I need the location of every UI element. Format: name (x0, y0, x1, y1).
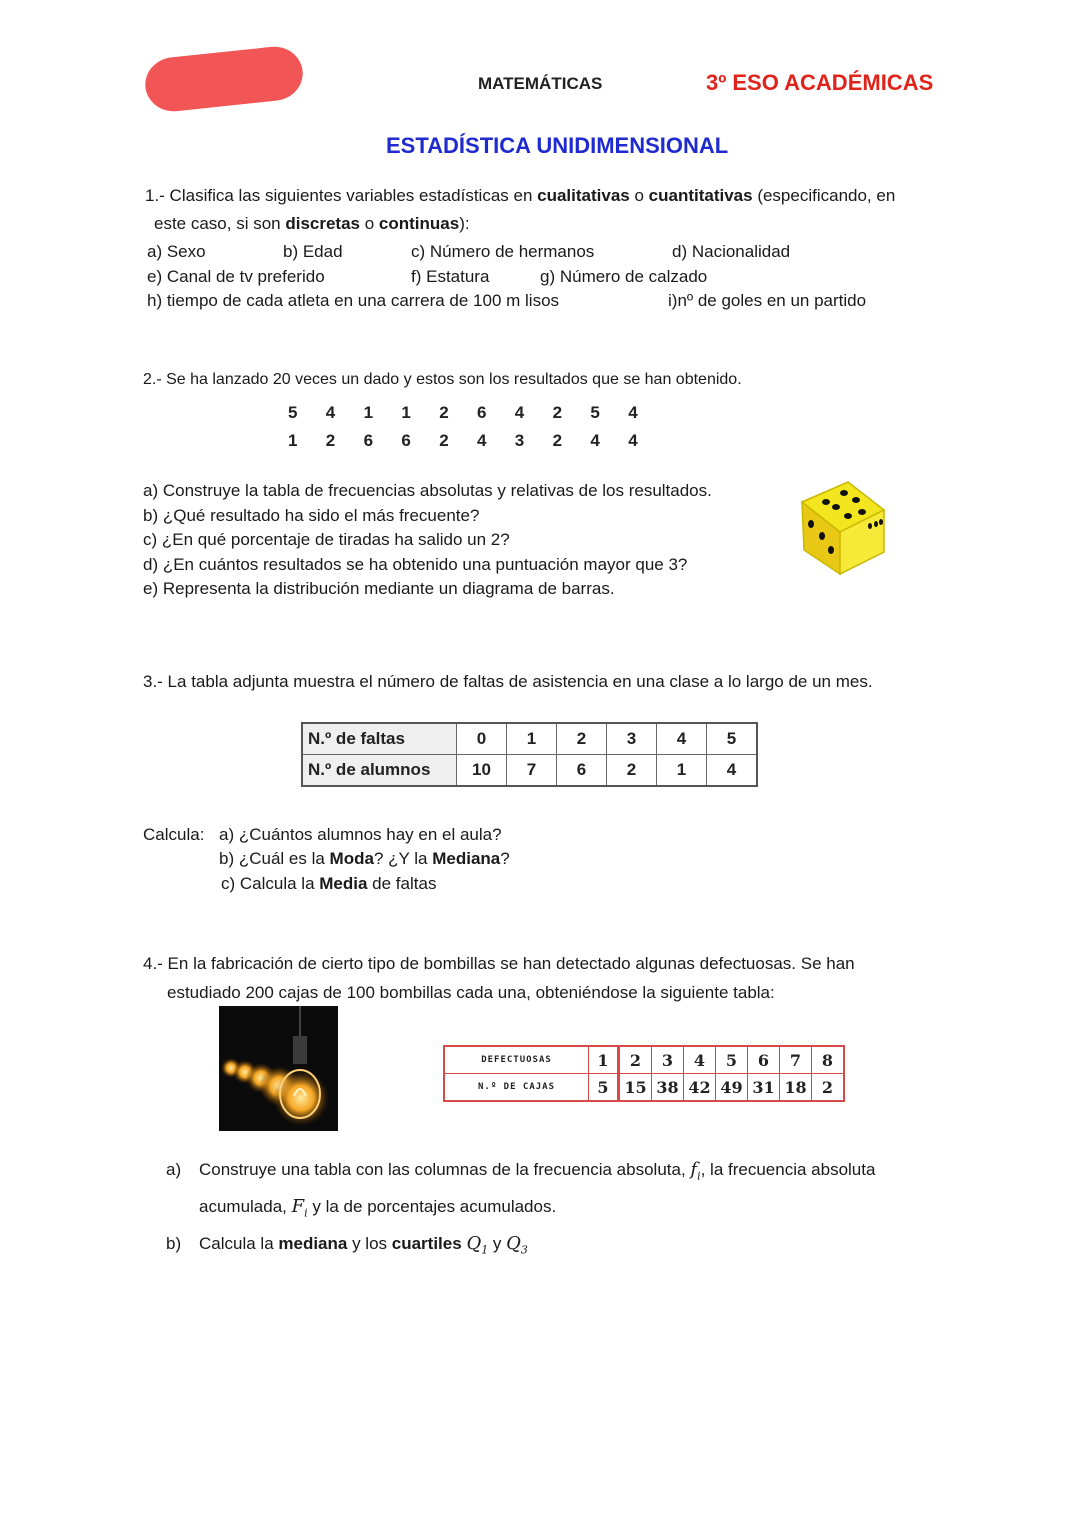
dice-result-value: 4 (628, 403, 638, 422)
dice-result-value: 1 (363, 403, 374, 422)
q4-item-a-label: a) (166, 1160, 182, 1179)
table-cell: 2 (812, 1074, 845, 1102)
table-cell: 7 (780, 1046, 812, 1074)
q4-item-a-line1: Construye una tabla con las columnas de la frecuencia absoluta, $f_i$, la frecuencia absoluta (199, 1159, 876, 1183)
table-cell: 8 (812, 1046, 845, 1074)
dice-result-value: 2 (552, 403, 563, 422)
dice-result-value: 1 (288, 431, 298, 450)
q2-results-grid (288, 403, 658, 453)
q4-item-a-line2: acumulada, $F_i$ y la de porcentajes acumulados. (199, 1196, 557, 1220)
table-cell: 7 (507, 755, 557, 787)
table-cell: 6 (748, 1046, 780, 1074)
table-cell: 2 (619, 1046, 652, 1074)
q1-item-a: a) Sexo (147, 242, 206, 261)
table-header-cell: N.º de faltas (302, 723, 457, 755)
dice-result-value: 4 (325, 403, 336, 422)
q4-item-b: Calcula la mediana y los cuartiles $Q_1$ y $Q_3$ (199, 1233, 528, 1257)
table-cell: 15 (619, 1074, 652, 1102)
defective-bulbs-table (443, 1045, 845, 1102)
q1-item-i: i)nº de goles en un partido (668, 291, 867, 310)
table-cell: 3 (607, 723, 657, 755)
table-cell: 2 (557, 723, 607, 755)
document-title: ESTADÍSTICA UNIDIMENSIONAL (386, 133, 729, 158)
q1-item-h: h) tiempo de cada atleta en una carrera de 100 m lisos (147, 291, 560, 310)
q4-item-b-label: b) (166, 1234, 182, 1253)
table-cell: 0 (457, 723, 507, 755)
q2-item-d: d) ¿En cuántos resultados se ha obtenido una puntuación mayor que 3? (143, 555, 688, 574)
q2-item-a: a) Construye la tabla de frecuencias absolutas y relativas de los resultados. (143, 481, 712, 500)
q1-line1: 1.- Clasifica las siguientes variables estadísticas en cualitativas o cuantitativas (especificando, en (145, 186, 896, 205)
table-cell: 6 (557, 755, 607, 787)
redacted-name-mark (143, 44, 306, 114)
q3-item-b: b) ¿Cuál es la Moda? ¿Y la Mediana? (219, 849, 510, 868)
table-cell: 1 (589, 1046, 619, 1074)
table-cell: 4 (707, 755, 758, 787)
table-header-cell: DEFECTUOSAS (444, 1046, 589, 1074)
table-cell: 10 (457, 755, 507, 787)
table-cell: 3 (652, 1046, 684, 1074)
table-row (444, 1074, 844, 1102)
dice-result-value: 4 (477, 431, 487, 450)
table-cell: 38 (652, 1074, 684, 1102)
absences-table (301, 722, 758, 787)
dice-result-value: 3 (514, 431, 525, 450)
q1-item-c: c) Número de hermanos (411, 242, 595, 261)
dice-result-value: 1 (401, 403, 411, 422)
table-cell: 1 (657, 755, 707, 787)
table-header-cell: N.º DE CAJAS (444, 1074, 589, 1102)
q4-line2: estudiado 200 cajas de 100 bombillas cada una, obteniéndose la siguiente tabla: (167, 983, 775, 1002)
q3-intro: 3.- La tabla adjunta muestra el número de faltas de asistencia en una clase a lo largo de un mes. (143, 672, 873, 691)
q1-item-b: b) Edad (283, 242, 343, 261)
q2-item-e: e) Representa la distribución mediante un diagrama de barras. (143, 579, 615, 598)
light-bulbs-image (219, 1006, 338, 1131)
table-cell: 2 (607, 755, 657, 787)
table-row (302, 755, 757, 787)
dice-image (800, 480, 886, 576)
dice-result-value: 2 (439, 403, 449, 422)
dice-result-value: 4 (514, 403, 525, 422)
table-cell: 4 (657, 723, 707, 755)
q1-item-g: g) Número de calzado (540, 267, 708, 286)
table-cell: 4 (684, 1046, 716, 1074)
dice-result-value: 5 (590, 403, 600, 422)
dice-result-value: 2 (552, 431, 563, 450)
table-row (444, 1046, 844, 1074)
q2-item-b: b) ¿Qué resultado ha sido el más frecuente? (143, 506, 480, 525)
q1-item-d: d) Nacionalidad (672, 242, 791, 261)
q1-line2: este caso, si son discretas o continuas): (154, 214, 470, 233)
table-cell: 1 (507, 723, 557, 755)
course-label: 3º ESO ACADÉMICAS (706, 70, 934, 95)
dice-result-value: 5 (288, 403, 298, 422)
table-cell: 5 (707, 723, 758, 755)
dice-result-value: 2 (325, 431, 336, 450)
q3-calcula-label: Calcula: (143, 825, 205, 844)
q1-item-f: f) Estatura (411, 267, 490, 286)
dice-result-value: 4 (590, 431, 600, 450)
subject-label: MATEMÁTICAS (478, 74, 603, 93)
table-cell: 42 (684, 1074, 716, 1102)
dice-result-value: 2 (439, 431, 449, 450)
q2-intro: 2.- Se ha lanzado 20 veces un dado y estos son los resultados que se han obtenido. (143, 371, 742, 388)
q2-item-c: c) ¿En qué porcentaje de tiradas ha salido un 2? (143, 530, 510, 549)
dice-result-value: 6 (477, 403, 487, 422)
q3-item-a: a) ¿Cuántos alumnos hay en el aula? (219, 825, 502, 844)
table-header-cell: N.º de alumnos (302, 755, 457, 787)
dice-result-value: 6 (363, 431, 374, 450)
table-row (302, 723, 757, 755)
table-cell: 49 (716, 1074, 748, 1102)
q4-line1: 4.- En la fabricación de cierto tipo de bombillas se han detectado algunas defectuosas. Se han (143, 954, 855, 973)
table-cell: 18 (780, 1074, 812, 1102)
q3-item-c: c) Calcula la Media de faltas (221, 874, 437, 893)
table-cell: 5 (716, 1046, 748, 1074)
dice-result-value: 4 (628, 431, 638, 450)
table-cell: 31 (748, 1074, 780, 1102)
dice-result-value: 6 (401, 431, 411, 450)
q1-item-e: e) Canal de tv preferido (147, 267, 325, 286)
table-cell: 5 (589, 1074, 619, 1102)
